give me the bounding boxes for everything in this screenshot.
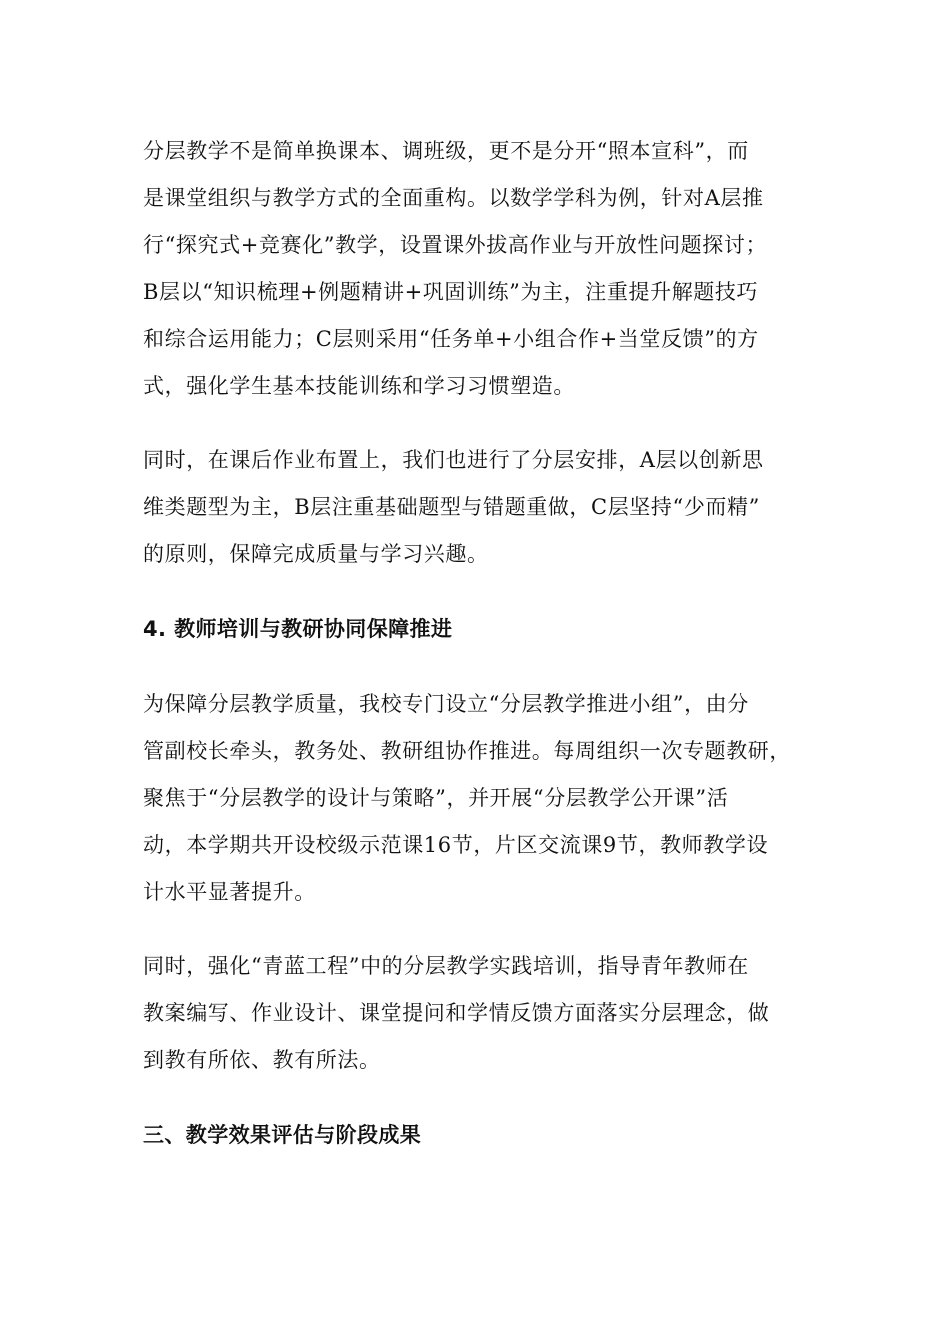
paragraph-spacer xyxy=(143,916,811,943)
text-line: 分层教学不是简单换课本、调班级，更不是分开“照本宣科”，而 xyxy=(143,139,749,163)
section-heading-evaluation: 三、教学效果评估与阶段成果 xyxy=(143,1123,422,1147)
text-line: 的原则，保障完成质量与学习兴趣。 xyxy=(143,542,489,566)
paragraph-promotion-group xyxy=(143,681,811,916)
text-line: B层以“知识梳理+例题精讲+巩固训练”为主，注重提升解题技巧 xyxy=(143,280,759,304)
paragraph-spacer xyxy=(143,578,811,606)
text-line: 同时，强化“青蓝工程”中的分层教学实践培训，指导青年教师在 xyxy=(143,954,749,978)
text-line: 式，强化学生基本技能训练和学习习惯塑造。 xyxy=(143,374,575,398)
paragraph-layered-homework xyxy=(143,437,811,578)
text-line: 管副校长牵头，教务处、教研组协作推进。每周组织一次专题教研， xyxy=(143,739,791,763)
text-line: 行“探究式+竞赛化”教学，设置课外拔高作业与开放性问题探讨； xyxy=(143,233,768,257)
text-line: 聚焦于“分层教学的设计与策略”，并开展“分层教学公开课”活 xyxy=(143,786,729,810)
section-heading-teacher-training: 4. 教师培训与教研协同保障推进 xyxy=(143,617,453,641)
text-line: 和综合运用能力；C层则采用“任务单+小组合作+当堂反馈”的方 xyxy=(143,327,759,351)
paragraph-spacer xyxy=(143,410,811,437)
paragraph-blue-project-training xyxy=(143,943,811,1084)
text-line: 维类题型为主，B层注重基础题型与错题重做，C层坚持“少而精” xyxy=(143,495,760,519)
document-page xyxy=(143,128,811,1159)
text-line: 教案编写、作业设计、课堂提问和学情反馈方面落实分层理念，做 xyxy=(143,1001,770,1025)
paragraph-layered-teaching-methods xyxy=(143,128,811,410)
paragraph-spacer xyxy=(143,1084,811,1112)
text-line: 计水平显著提升。 xyxy=(143,880,316,904)
text-line: 同时，在课后作业布置上，我们也进行了分层安排，A层以创新思 xyxy=(143,448,764,472)
paragraph-spacer xyxy=(143,653,811,681)
text-line: 动，本学期共开设校级示范课16节，片区交流课9节，教师教学设 xyxy=(143,833,769,857)
text-line: 是课堂组织与教学方式的全面重构。以数学学科为例，针对A层推 xyxy=(143,186,764,210)
text-line: 为保障分层教学质量，我校专门设立“分层教学推进小组”，由分 xyxy=(143,692,749,716)
text-line: 到教有所依、教有所法。 xyxy=(143,1048,381,1072)
